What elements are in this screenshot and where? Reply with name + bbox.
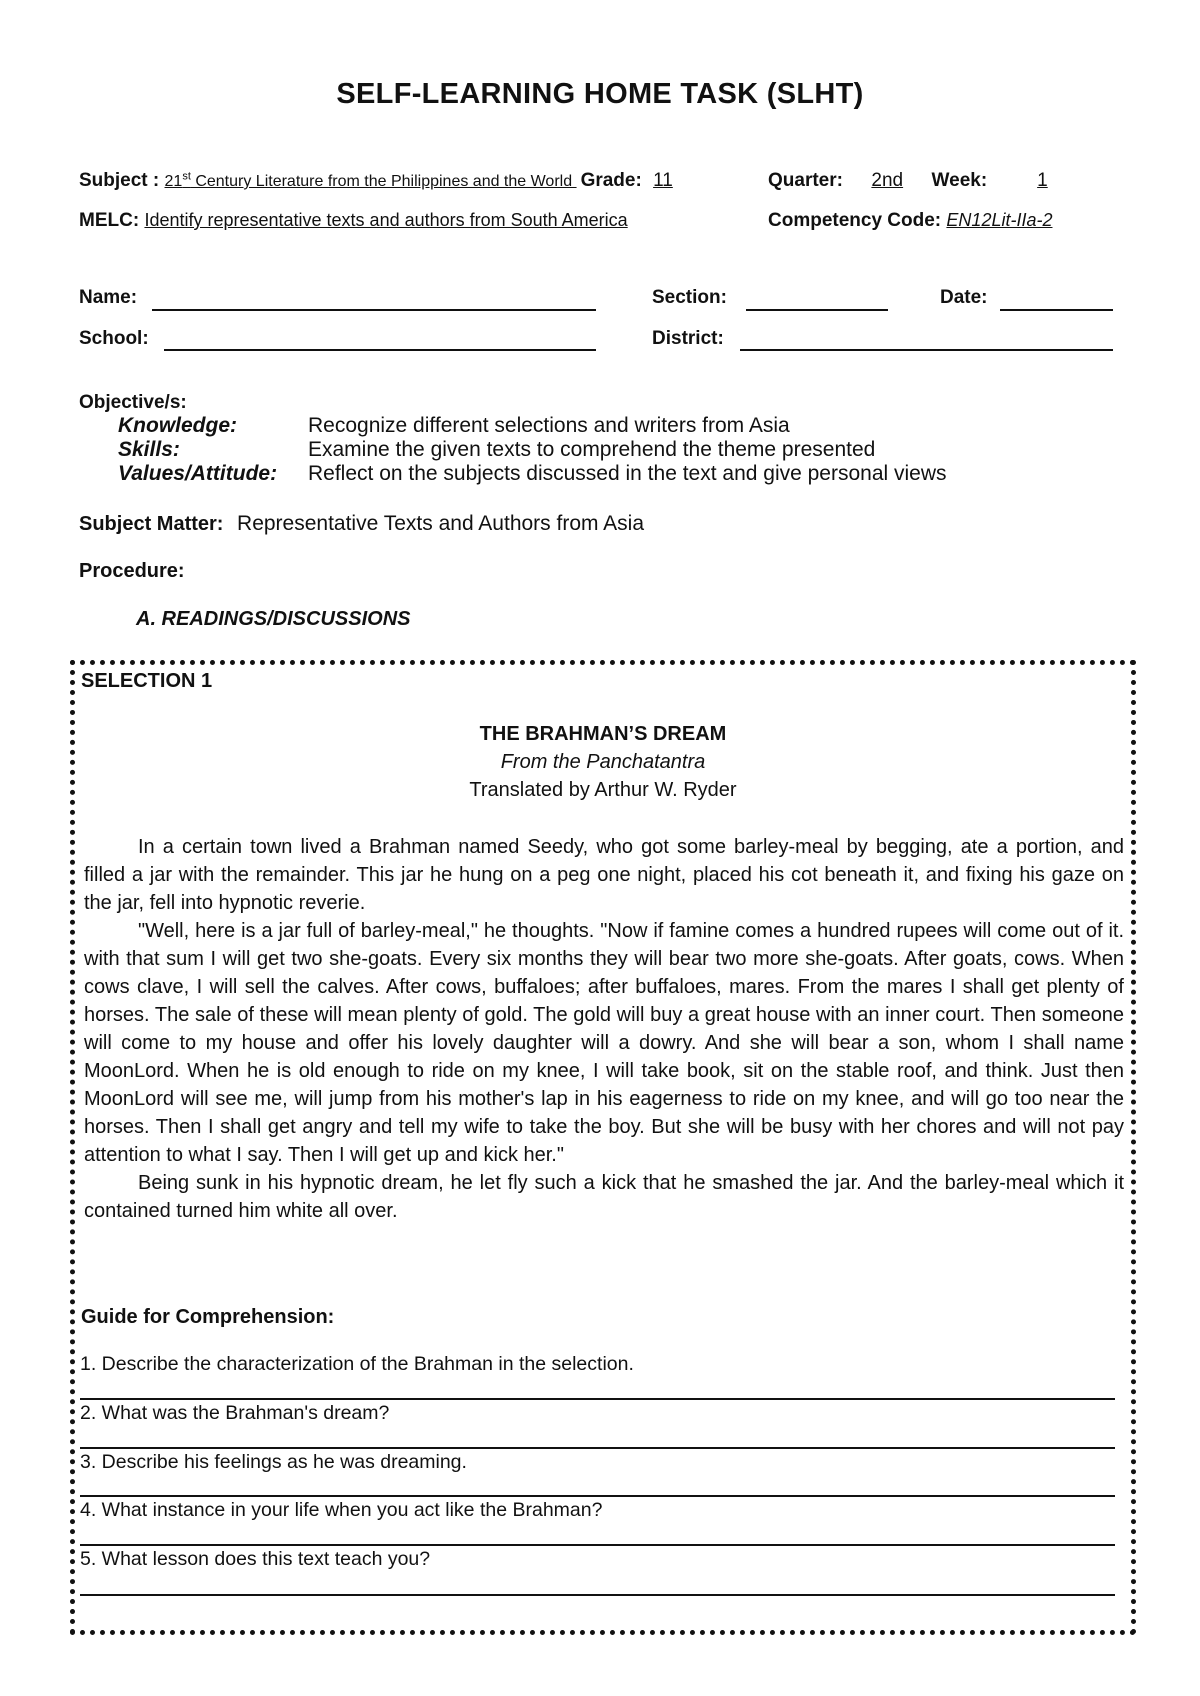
- melc-label: MELC:: [79, 210, 140, 231]
- competency-code: EN12Lit-IIa-2: [946, 210, 1053, 230]
- procedure-label: Procedure:: [79, 560, 185, 582]
- quarter-label: Quarter:: [768, 170, 843, 191]
- grade-value: 11: [653, 170, 673, 191]
- district-field-line[interactable]: [740, 349, 1113, 351]
- guide-heading: Guide for Comprehension:: [81, 1306, 335, 1328]
- school-label: School:: [79, 328, 149, 349]
- question-3: 3. Describe his feelings as he was dreaming.: [80, 1451, 467, 1473]
- objective-values: Values/Attitude: Reflect on the subjects discussed in the text and give personal views: [118, 462, 947, 485]
- objective-knowledge: Knowledge: Recognize different selections and writers from Asia: [118, 414, 790, 437]
- week-value: 1: [1037, 170, 1048, 191]
- grade-label: Grade:: [580, 170, 642, 191]
- answer-line-2[interactable]: [80, 1447, 1115, 1449]
- competency-label: Competency Code:: [768, 210, 942, 231]
- section-label: Section:: [652, 287, 727, 308]
- objectives-heading: Objective/s:: [79, 392, 187, 413]
- story-paragraph: In a certain town lived a Brahman named Seedy, who got some barley-meal by begging, ate a portion, and filled a jar with the remainder. This jar he hung on a peg one night, placed his cot beneath it, and fixing his gaze on the jar, fell into hypnotic reverie.: [84, 836, 1124, 914]
- answer-line-1[interactable]: [80, 1398, 1115, 1400]
- story-paragraph: "Well, here is a jar full of barley-meal," he thoughts. "Now if famine comes a hundred rupees will come out of it. with that sum I will get two she-goats. Every six months they will bear two more she-goats. After goats, cows. When cows clave, I will sell the calves. After cows, buffaloes; after buffaloes, mares. From the mares I shall get plenty of horses. The sale of these will mean plenty of gold. The gold will buy a great house with an inner court. Then someone will come to my house and offer his lovely daughter will a dowry. And she will bear a son, whom I shall name MoonLord. When he is old enough to ride on my knee, I will take book, sit on the stable roof, and think. Just then MoonLord will see me, will jump from his mother's lap in his eagerness to ride on my knee, and will go too near the horses. Then I shall get angry and tell my wife to take the boy. But she will be busy with her chores and will not pay attention to what I say. Then I will get up and kick her.": [84, 920, 1124, 1166]
- quarter-value: 2nd: [871, 170, 904, 191]
- name-field-line[interactable]: [152, 309, 596, 311]
- story-source: From the Panchatantra: [500, 751, 706, 773]
- answer-line-3[interactable]: [80, 1495, 1115, 1497]
- question-1: 1. Describe the characterization of the Brahman in the selection.: [80, 1353, 634, 1375]
- melc-row: [79, 210, 628, 232]
- school-field-line[interactable]: [164, 349, 596, 351]
- district-label: District:: [652, 328, 724, 349]
- subject-matter: Subject Matter: Representative Texts and Authors from Asia: [79, 512, 645, 535]
- quarter-row: [768, 170, 1092, 192]
- answer-line-4[interactable]: [80, 1544, 1115, 1546]
- subject-row: [79, 170, 673, 192]
- story-paragraph: Being sunk in his hypnotic dream, he let fly such a kick that he smashed the jar. And the barley-meal which it contained turned him white all over.: [84, 1172, 1124, 1222]
- date-field-line[interactable]: [1000, 309, 1113, 311]
- subject-value: 21st Century Literature from the Philippines and the World: [164, 170, 577, 190]
- section-a-heading: A. READINGS/DISCUSSIONS: [136, 608, 411, 630]
- competency-row: [768, 210, 1052, 232]
- question-2: 2. What was the Brahman's dream?: [80, 1402, 390, 1424]
- week-label: Week:: [931, 170, 988, 191]
- selection-label: SELECTION 1: [81, 670, 213, 692]
- answer-line-5[interactable]: [80, 1594, 1115, 1596]
- page-title: SELF-LEARNING HOME TASK (SLHT): [336, 78, 864, 110]
- story-text: [84, 833, 1124, 1225]
- question-5: 5. What lesson does this text teach you?: [80, 1548, 431, 1570]
- objective-skills: Skills: Examine the given texts to comprehend the theme presented: [118, 438, 876, 461]
- section-field-line[interactable]: [746, 309, 888, 311]
- name-label: Name:: [79, 287, 138, 308]
- subject-label: Subject :: [79, 170, 160, 191]
- date-label: Date:: [940, 287, 988, 308]
- story-translator: Translated by Arthur W. Ryder: [469, 779, 737, 801]
- story-title: THE BRAHMAN’S DREAM: [479, 723, 727, 745]
- question-4: 4. What instance in your life when you act like the Brahman?: [80, 1499, 603, 1521]
- melc-value: Identify representative texts and authors from South America: [144, 210, 628, 230]
